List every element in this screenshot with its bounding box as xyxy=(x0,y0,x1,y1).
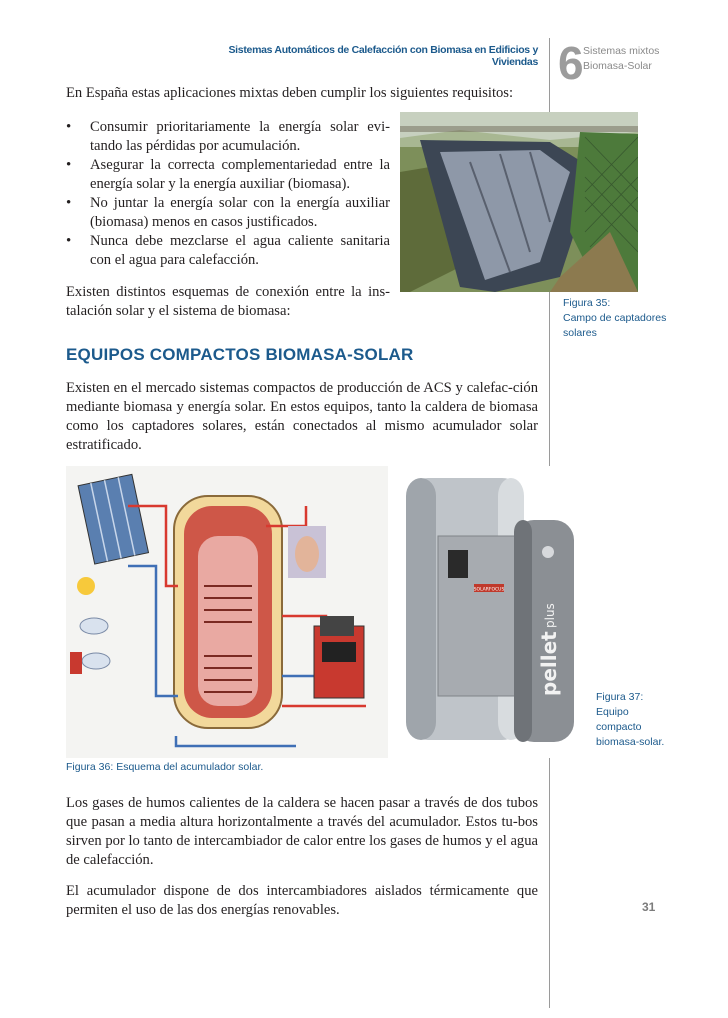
section-title: EQUIPOS COMPACTOS BIOMASA-SOLAR xyxy=(66,345,414,364)
boiler-label: SOLARFOCUS xyxy=(473,587,505,593)
caption-line: compacto xyxy=(596,721,642,733)
running-header-title: Sistemas Automáticos de Calefacción con Biomasa en Edificios y Viviendas xyxy=(228,44,538,68)
caption-line: biomasa-solar. xyxy=(596,736,665,748)
chapter-subtitle xyxy=(583,44,659,74)
brand-logo-text: pellet xyxy=(537,631,561,696)
brand-logo-suffix: plus xyxy=(543,603,557,628)
chapter-number: 6 xyxy=(558,37,584,89)
intro-paragraph: En España estas aplicaciones mixtas deben cumplir los siguientes requisitos: xyxy=(66,85,514,101)
figure-35-caption xyxy=(563,296,666,341)
list-item: • Consumir prioritariamente la energía solar evi-tando las pérdidas por acumulación. xyxy=(66,118,390,156)
section-paragraph: Existen en el mercado sistemas compactos de producción de ACS y calefac-ción mediante biomasa y energía solar. En estos equipos, tanto la caldera de biomasa como los captadores solares, están conectados al mismo acumulador solar estratificado. xyxy=(66,380,538,453)
exchangers-paragraph: El acumulador dispone de dos intercambiadores aislados térmicamente que permiten el uso de las dos energías renovables. xyxy=(66,883,538,918)
page-number: 31 xyxy=(642,900,656,914)
chapter-subtitle-line1: Sistemas mixtos xyxy=(583,45,660,57)
gases-paragraph: Los gases de humos calientes de la caldera se hacen pasar a través de dos tubos que pasan a media altura horizontalmente a través del acumulador. Estos tu-bos sirven por lo tanto de intercambiador de calor entre los gases de humos y el agua de calefacción. xyxy=(66,795,538,868)
compact-biomass-solar-unit-photo xyxy=(398,466,585,758)
figure-37-caption xyxy=(596,690,664,750)
figure-36-caption: Figura 36: Esquema del acumulador solar. xyxy=(66,761,264,773)
caption-line: Campo de captadores xyxy=(563,312,667,324)
chapter-subtitle-line2: Biomasa-Solar xyxy=(583,60,652,72)
schemes-paragraph: Existen distintos esquemas de conexión entre la ins-talación solar y el sistema de biomasa: xyxy=(66,284,390,319)
caption-line: solares xyxy=(563,327,597,339)
caption-line: Figura 35: xyxy=(563,297,611,309)
caption-line: Equipo xyxy=(596,706,629,718)
list-item: • Asegurar la correcta complementariedad entre la energía solar y la energía auxiliar (biomasa). xyxy=(66,156,390,194)
caption-line: Figura 37: xyxy=(596,691,644,703)
solar-accumulator-diagram xyxy=(66,466,388,758)
solar-collector-field-photo xyxy=(400,112,638,292)
requirements-list xyxy=(66,118,390,270)
list-item: • Nunca debe mezclarse el agua caliente sanitaria con el agua para calefacción. xyxy=(66,232,390,270)
list-item: • No juntar la energía solar con la energía auxiliar (biomasa) menos en casos justificados. xyxy=(66,194,390,232)
